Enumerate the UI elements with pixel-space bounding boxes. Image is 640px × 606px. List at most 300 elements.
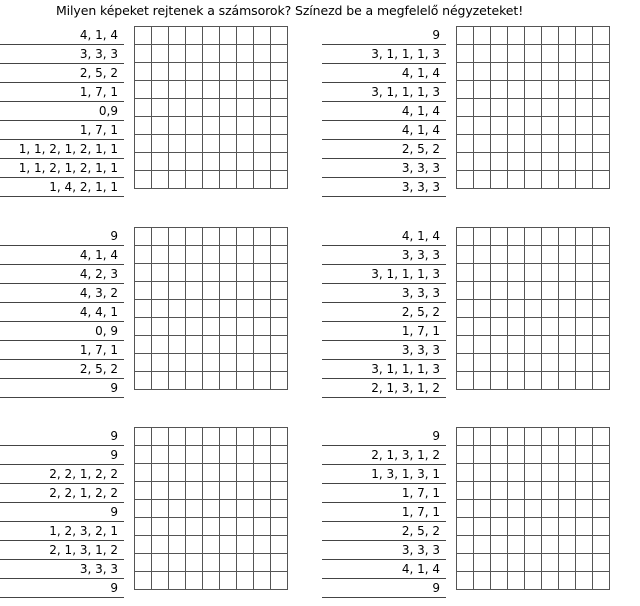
grid-cell[interactable] [254, 482, 271, 500]
grid-cell[interactable] [152, 300, 169, 318]
grid-cell[interactable] [491, 554, 508, 572]
grid-cell[interactable] [186, 482, 203, 500]
grid-cell[interactable] [186, 518, 203, 536]
grid-cell[interactable] [271, 135, 288, 153]
grid-cell[interactable] [525, 153, 542, 171]
grid-cell[interactable] [186, 153, 203, 171]
grid-cell[interactable] [135, 372, 152, 390]
grid-cell[interactable] [237, 282, 254, 300]
grid-cell[interactable] [254, 518, 271, 536]
grid-cell[interactable] [559, 318, 576, 336]
grid-cell[interactable] [593, 246, 610, 264]
grid-cell[interactable] [576, 428, 593, 446]
grid-cell[interactable] [237, 27, 254, 45]
grid-cell[interactable] [203, 153, 220, 171]
grid-cell[interactable] [542, 63, 559, 81]
grid-cell[interactable] [220, 300, 237, 318]
grid-cell[interactable] [576, 171, 593, 189]
grid-cell[interactable] [457, 135, 474, 153]
grid-cell[interactable] [169, 81, 186, 99]
grid-cell[interactable] [474, 554, 491, 572]
grid-cell[interactable] [135, 554, 152, 572]
grid-cell[interactable] [152, 117, 169, 135]
grid-cell[interactable] [491, 354, 508, 372]
grid-cell[interactable] [525, 246, 542, 264]
grid-cell[interactable] [220, 536, 237, 554]
grid-cell[interactable] [474, 372, 491, 390]
grid-cell[interactable] [457, 354, 474, 372]
grid-cell[interactable] [203, 536, 220, 554]
grid-cell[interactable] [203, 554, 220, 572]
grid-cell[interactable] [186, 63, 203, 81]
grid-cell[interactable] [525, 372, 542, 390]
grid-cell[interactable] [508, 536, 525, 554]
grid-cell[interactable] [135, 81, 152, 99]
grid-cell[interactable] [203, 27, 220, 45]
grid-cell[interactable] [203, 117, 220, 135]
grid-cell[interactable] [152, 372, 169, 390]
grid-cell[interactable] [559, 572, 576, 590]
grid-cell[interactable] [491, 282, 508, 300]
grid-cell[interactable] [135, 171, 152, 189]
grid-cell[interactable] [186, 318, 203, 336]
grid-cell[interactable] [220, 117, 237, 135]
grid-cell[interactable] [559, 63, 576, 81]
grid-cell[interactable] [271, 464, 288, 482]
grid-cell[interactable] [135, 318, 152, 336]
grid-cell[interactable] [508, 572, 525, 590]
grid-cell[interactable] [152, 428, 169, 446]
grid-cell[interactable] [508, 153, 525, 171]
grid-cell[interactable] [593, 318, 610, 336]
grid-cell[interactable] [559, 482, 576, 500]
grid-cell[interactable] [169, 246, 186, 264]
grid-cell[interactable] [152, 500, 169, 518]
grid-cell[interactable] [169, 500, 186, 518]
grid-cell[interactable] [186, 354, 203, 372]
grid-cell[interactable] [254, 45, 271, 63]
grid-cell[interactable] [457, 482, 474, 500]
grid-cell[interactable] [474, 63, 491, 81]
grid-cell[interactable] [169, 99, 186, 117]
grid-cell[interactable] [152, 518, 169, 536]
grid-cell[interactable] [491, 464, 508, 482]
grid-cell[interactable] [491, 446, 508, 464]
grid-cell[interactable] [186, 372, 203, 390]
grid-cell[interactable] [525, 282, 542, 300]
grid-cell[interactable] [186, 500, 203, 518]
grid-cell[interactable] [220, 428, 237, 446]
grid-cell[interactable] [474, 446, 491, 464]
grid-cell[interactable] [271, 482, 288, 500]
grid-cell[interactable] [576, 482, 593, 500]
grid-cell[interactable] [220, 282, 237, 300]
grid-cell[interactable] [271, 372, 288, 390]
grid-cell[interactable] [237, 428, 254, 446]
grid-cell[interactable] [169, 518, 186, 536]
grid-cell[interactable] [169, 171, 186, 189]
grid-cell[interactable] [271, 246, 288, 264]
grid-cell[interactable] [576, 336, 593, 354]
grid-cell[interactable] [559, 518, 576, 536]
grid-cell[interactable] [525, 572, 542, 590]
grid-cell[interactable] [542, 228, 559, 246]
grid-cell[interactable] [576, 264, 593, 282]
grid-cell[interactable] [508, 554, 525, 572]
grid-cell[interactable] [186, 336, 203, 354]
grid-cell[interactable] [254, 63, 271, 81]
grid-cell[interactable] [508, 27, 525, 45]
grid-cell[interactable] [203, 500, 220, 518]
grid-cell[interactable] [525, 300, 542, 318]
grid-cell[interactable] [474, 464, 491, 482]
grid-cell[interactable] [254, 246, 271, 264]
grid-cell[interactable] [508, 81, 525, 99]
grid-cell[interactable] [491, 99, 508, 117]
grid-cell[interactable] [457, 372, 474, 390]
grid-cell[interactable] [474, 428, 491, 446]
grid-cell[interactable] [237, 300, 254, 318]
grid-cell[interactable] [457, 318, 474, 336]
grid-cell[interactable] [169, 117, 186, 135]
grid-cell[interactable] [135, 27, 152, 45]
grid-cell[interactable] [457, 554, 474, 572]
grid-cell[interactable] [525, 482, 542, 500]
grid-cell[interactable] [203, 81, 220, 99]
grid-cell[interactable] [593, 117, 610, 135]
grid-cell[interactable] [559, 153, 576, 171]
grid-cell[interactable] [474, 228, 491, 246]
grid-cell[interactable] [271, 318, 288, 336]
grid-cell[interactable] [169, 264, 186, 282]
grid-cell[interactable] [559, 45, 576, 63]
grid-cell[interactable] [135, 99, 152, 117]
grid-cell[interactable] [457, 572, 474, 590]
grid-cell[interactable] [237, 482, 254, 500]
grid-cell[interactable] [135, 482, 152, 500]
grid-cell[interactable] [457, 500, 474, 518]
grid-cell[interactable] [576, 81, 593, 99]
grid-cell[interactable] [203, 572, 220, 590]
grid-cell[interactable] [457, 27, 474, 45]
grid-cell[interactable] [542, 446, 559, 464]
grid-cell[interactable] [474, 282, 491, 300]
grid-cell[interactable] [237, 572, 254, 590]
grid-cell[interactable] [237, 228, 254, 246]
grid-cell[interactable] [186, 264, 203, 282]
grid-cell[interactable] [152, 336, 169, 354]
grid-cell[interactable] [559, 135, 576, 153]
grid-cell[interactable] [542, 464, 559, 482]
grid-cell[interactable] [559, 228, 576, 246]
grid-cell[interactable] [220, 336, 237, 354]
grid-cell[interactable] [593, 354, 610, 372]
grid-cell[interactable] [457, 45, 474, 63]
grid-cell[interactable] [474, 318, 491, 336]
grid-cell[interactable] [491, 518, 508, 536]
grid-cell[interactable] [169, 27, 186, 45]
grid-cell[interactable] [220, 372, 237, 390]
grid-cell[interactable] [169, 354, 186, 372]
grid-cell[interactable] [135, 500, 152, 518]
grid-cell[interactable] [271, 300, 288, 318]
grid-cell[interactable] [186, 228, 203, 246]
grid-cell[interactable] [474, 518, 491, 536]
grid-cell[interactable] [593, 27, 610, 45]
grid-cell[interactable] [237, 99, 254, 117]
grid-cell[interactable] [508, 428, 525, 446]
grid-cell[interactable] [474, 27, 491, 45]
grid-cell[interactable] [271, 446, 288, 464]
grid-cell[interactable] [135, 572, 152, 590]
grid-cell[interactable] [576, 300, 593, 318]
grid-cell[interactable] [237, 318, 254, 336]
grid-cell[interactable] [559, 300, 576, 318]
grid-cell[interactable] [457, 171, 474, 189]
grid-cell[interactable] [203, 372, 220, 390]
grid-cell[interactable] [203, 99, 220, 117]
grid-cell[interactable] [593, 45, 610, 63]
grid-cell[interactable] [474, 500, 491, 518]
grid-cell[interactable] [474, 81, 491, 99]
grid-cell[interactable] [576, 135, 593, 153]
grid-cell[interactable] [593, 81, 610, 99]
grid-cell[interactable] [593, 372, 610, 390]
grid-cell[interactable] [457, 117, 474, 135]
grid-cell[interactable] [271, 27, 288, 45]
grid-cell[interactable] [169, 372, 186, 390]
grid-cell[interactable] [135, 153, 152, 171]
grid-cell[interactable] [559, 264, 576, 282]
grid-cell[interactable] [237, 536, 254, 554]
grid-cell[interactable] [559, 500, 576, 518]
grid-cell[interactable] [169, 300, 186, 318]
grid-cell[interactable] [271, 572, 288, 590]
grid-cell[interactable] [237, 81, 254, 99]
grid-cell[interactable] [542, 117, 559, 135]
grid-cell[interactable] [271, 336, 288, 354]
grid-cell[interactable] [254, 171, 271, 189]
grid-cell[interactable] [576, 572, 593, 590]
grid-cell[interactable] [593, 228, 610, 246]
grid-cell[interactable] [457, 228, 474, 246]
grid-cell[interactable] [576, 45, 593, 63]
grid-cell[interactable] [254, 300, 271, 318]
grid-cell[interactable] [508, 300, 525, 318]
grid-cell[interactable] [491, 117, 508, 135]
grid-cell[interactable] [542, 554, 559, 572]
grid-cell[interactable] [576, 27, 593, 45]
grid-cell[interactable] [474, 572, 491, 590]
grid-cell[interactable] [525, 228, 542, 246]
grid-cell[interactable] [152, 63, 169, 81]
grid-cell[interactable] [152, 171, 169, 189]
grid-cell[interactable] [152, 153, 169, 171]
grid-cell[interactable] [474, 264, 491, 282]
grid-cell[interactable] [457, 99, 474, 117]
grid-cell[interactable] [508, 336, 525, 354]
grid-cell[interactable] [542, 428, 559, 446]
grid-cell[interactable] [593, 282, 610, 300]
grid-cell[interactable] [542, 282, 559, 300]
grid-cell[interactable] [542, 572, 559, 590]
grid-cell[interactable] [135, 282, 152, 300]
grid-cell[interactable] [203, 446, 220, 464]
grid-cell[interactable] [220, 27, 237, 45]
grid-cell[interactable] [203, 63, 220, 81]
grid-cell[interactable] [491, 81, 508, 99]
grid-cell[interactable] [508, 464, 525, 482]
grid-cell[interactable] [457, 464, 474, 482]
grid-cell[interactable] [508, 446, 525, 464]
grid-cell[interactable] [491, 153, 508, 171]
grid-cell[interactable] [491, 45, 508, 63]
grid-cell[interactable] [457, 518, 474, 536]
grid-cell[interactable] [491, 482, 508, 500]
grid-cell[interactable] [508, 354, 525, 372]
grid-cell[interactable] [237, 354, 254, 372]
grid-cell[interactable] [491, 536, 508, 554]
grid-cell[interactable] [525, 554, 542, 572]
grid-cell[interactable] [474, 135, 491, 153]
grid-cell[interactable] [186, 446, 203, 464]
grid-cell[interactable] [254, 372, 271, 390]
grid-cell[interactable] [220, 99, 237, 117]
grid-cell[interactable] [220, 45, 237, 63]
grid-cell[interactable] [152, 554, 169, 572]
grid-cell[interactable] [474, 153, 491, 171]
grid-cell[interactable] [491, 135, 508, 153]
grid-cell[interactable] [152, 446, 169, 464]
grid-cell[interactable] [254, 572, 271, 590]
grid-cell[interactable] [576, 446, 593, 464]
grid-cell[interactable] [254, 117, 271, 135]
grid-cell[interactable] [254, 27, 271, 45]
grid-cell[interactable] [271, 81, 288, 99]
grid-cell[interactable] [186, 171, 203, 189]
grid-cell[interactable] [271, 117, 288, 135]
grid-cell[interactable] [457, 536, 474, 554]
grid-cell[interactable] [491, 63, 508, 81]
grid-cell[interactable] [559, 446, 576, 464]
grid-cell[interactable] [593, 135, 610, 153]
grid-cell[interactable] [254, 336, 271, 354]
grid-cell[interactable] [491, 336, 508, 354]
grid-cell[interactable] [152, 246, 169, 264]
grid-cell[interactable] [203, 354, 220, 372]
grid-cell[interactable] [271, 171, 288, 189]
grid-cell[interactable] [169, 63, 186, 81]
grid-cell[interactable] [559, 246, 576, 264]
grid-cell[interactable] [135, 464, 152, 482]
grid-cell[interactable] [559, 464, 576, 482]
grid-cell[interactable] [271, 500, 288, 518]
grid-cell[interactable] [220, 153, 237, 171]
grid-cell[interactable] [542, 135, 559, 153]
grid-cell[interactable] [186, 135, 203, 153]
grid-cell[interactable] [525, 354, 542, 372]
grid-cell[interactable] [576, 464, 593, 482]
grid-cell[interactable] [559, 536, 576, 554]
grid-cell[interactable] [457, 264, 474, 282]
grid-cell[interactable] [237, 518, 254, 536]
grid-cell[interactable] [559, 372, 576, 390]
grid-cell[interactable] [186, 282, 203, 300]
grid-cell[interactable] [135, 45, 152, 63]
grid-cell[interactable] [135, 135, 152, 153]
grid-cell[interactable] [254, 282, 271, 300]
grid-cell[interactable] [593, 99, 610, 117]
grid-cell[interactable] [559, 81, 576, 99]
grid-cell[interactable] [576, 153, 593, 171]
grid-cell[interactable] [220, 482, 237, 500]
grid-cell[interactable] [576, 372, 593, 390]
grid-cell[interactable] [254, 318, 271, 336]
grid-cell[interactable] [237, 246, 254, 264]
grid-cell[interactable] [254, 99, 271, 117]
grid-cell[interactable] [237, 336, 254, 354]
grid-cell[interactable] [542, 45, 559, 63]
grid-cell[interactable] [169, 318, 186, 336]
grid-cell[interactable] [542, 518, 559, 536]
grid-cell[interactable] [508, 518, 525, 536]
grid-cell[interactable] [203, 171, 220, 189]
grid-cell[interactable] [593, 300, 610, 318]
grid-cell[interactable] [237, 153, 254, 171]
grid-cell[interactable] [593, 518, 610, 536]
grid-cell[interactable] [576, 228, 593, 246]
grid-cell[interactable] [542, 500, 559, 518]
grid-cell[interactable] [186, 45, 203, 63]
grid-cell[interactable] [254, 135, 271, 153]
grid-cell[interactable] [271, 354, 288, 372]
grid-cell[interactable] [593, 336, 610, 354]
grid-cell[interactable] [203, 228, 220, 246]
grid-cell[interactable] [576, 99, 593, 117]
grid-cell[interactable] [220, 228, 237, 246]
grid-cell[interactable] [491, 572, 508, 590]
grid-cell[interactable] [593, 536, 610, 554]
grid-cell[interactable] [237, 117, 254, 135]
grid-cell[interactable] [220, 572, 237, 590]
grid-cell[interactable] [525, 264, 542, 282]
grid-cell[interactable] [237, 264, 254, 282]
grid-cell[interactable] [508, 99, 525, 117]
grid-cell[interactable] [254, 428, 271, 446]
grid-cell[interactable] [271, 63, 288, 81]
grid-cell[interactable] [220, 264, 237, 282]
grid-cell[interactable] [271, 228, 288, 246]
grid-cell[interactable] [491, 246, 508, 264]
grid-cell[interactable] [186, 554, 203, 572]
grid-cell[interactable] [576, 63, 593, 81]
grid-cell[interactable] [525, 446, 542, 464]
grid-cell[interactable] [559, 171, 576, 189]
grid-cell[interactable] [542, 171, 559, 189]
grid-cell[interactable] [457, 336, 474, 354]
grid-cell[interactable] [152, 99, 169, 117]
grid-cell[interactable] [491, 372, 508, 390]
grid-cell[interactable] [457, 153, 474, 171]
grid-cell[interactable] [135, 117, 152, 135]
grid-cell[interactable] [152, 282, 169, 300]
grid-cell[interactable] [508, 171, 525, 189]
grid-cell[interactable] [525, 63, 542, 81]
grid-cell[interactable] [271, 153, 288, 171]
grid-cell[interactable] [525, 135, 542, 153]
grid-cell[interactable] [169, 282, 186, 300]
grid-cell[interactable] [135, 336, 152, 354]
